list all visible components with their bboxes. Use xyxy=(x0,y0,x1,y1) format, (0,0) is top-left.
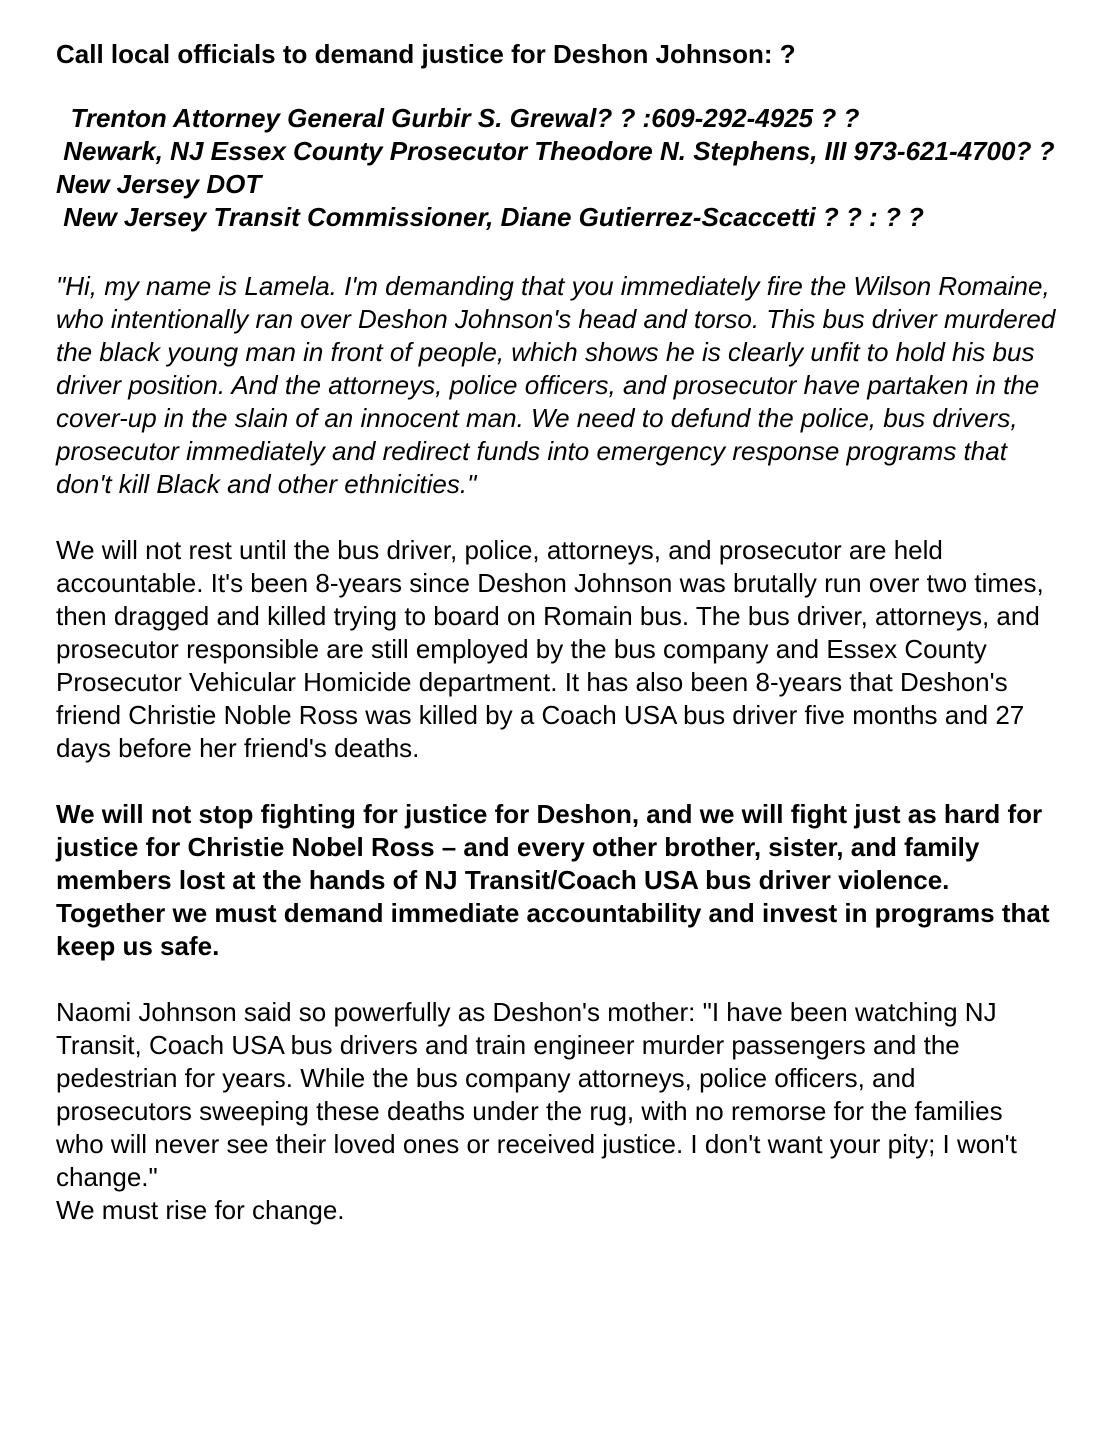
justice-statement: We will not stop fighting for justice for Deshon, and we will fight just as hard for justice for Christie Nobel Ross – and every other brother, sister, and family members lost at the hands of NJ Transit/Coach USA bus driver violence. Together we must demand immediate accountability and invest in programs that keep us safe. xyxy=(56,799,1050,961)
mother-quote-paragraph: Naomi Johnson said so powerfully as Deshon's mother: "I have been watching NJ Transit, Coach USA bus drivers and train engineer murder passengers and the pedestrian for years. While the bus company attorneys, police officers, and prosecutors sweeping these deaths under the rug, with no remorse for the families who will never see their loved ones or received justice. I don't want your pity; I won't change." xyxy=(56,997,1017,1192)
accountability-paragraph: We will not rest until the bus driver, police, attorneys, and prosecutor are held accountable. It's been 8-years since Deshon Johnson was brutally run over two times, then dragged and killed trying to board on Romain bus. The bus driver, attorneys, and prosecutor responsible are still employed by the bus company and Essex County Prosecutor Vehicular Homicide department. It has also been 8-years that Deshon's friend Christie Noble Ross was killed by a Coach USA bus driver five months and 27 days before her friend's deaths. xyxy=(56,535,1044,763)
document-page xyxy=(56,38,1056,1227)
contact-nj-transit-commissioner: New Jersey Transit Commissioner, Diane Gutierrez-Scaccetti ? ? : ? ? xyxy=(56,202,924,232)
closing-line: We must rise for change. xyxy=(56,1195,345,1225)
contact-nj-dot: New Jersey DOT xyxy=(56,169,262,199)
contact-attorney-general: Trenton Attorney General Gurbir S. Grewal? ? :609-292-4925 ? ? xyxy=(56,103,860,133)
call-script-quote: "Hi, my name is Lamela. I'm demanding that you immediately fire the Wilson Romaine, who intentionally ran over Deshon Johnson's head and torso. This bus driver murdered the black young man in front of people, which shows he is clearly unfit to hold his bus driver position. And the attorneys, police officers, and prosecutor have partaken in the cover-up in the slain of an innocent man. We need to defund the police, bus drivers, prosecutor immediately and redirect funds into emergency response programs that don't kill Black and other ethnicities." xyxy=(56,271,1056,499)
page-title: Call local officials to demand justice for Deshon Johnson: ? xyxy=(56,39,796,69)
officials-contact-list xyxy=(56,102,1056,234)
contact-essex-prosecutor: Newark, NJ Essex County Prosecutor Theodore N. Stephens, III 973-621-4700? ? xyxy=(56,136,1055,166)
